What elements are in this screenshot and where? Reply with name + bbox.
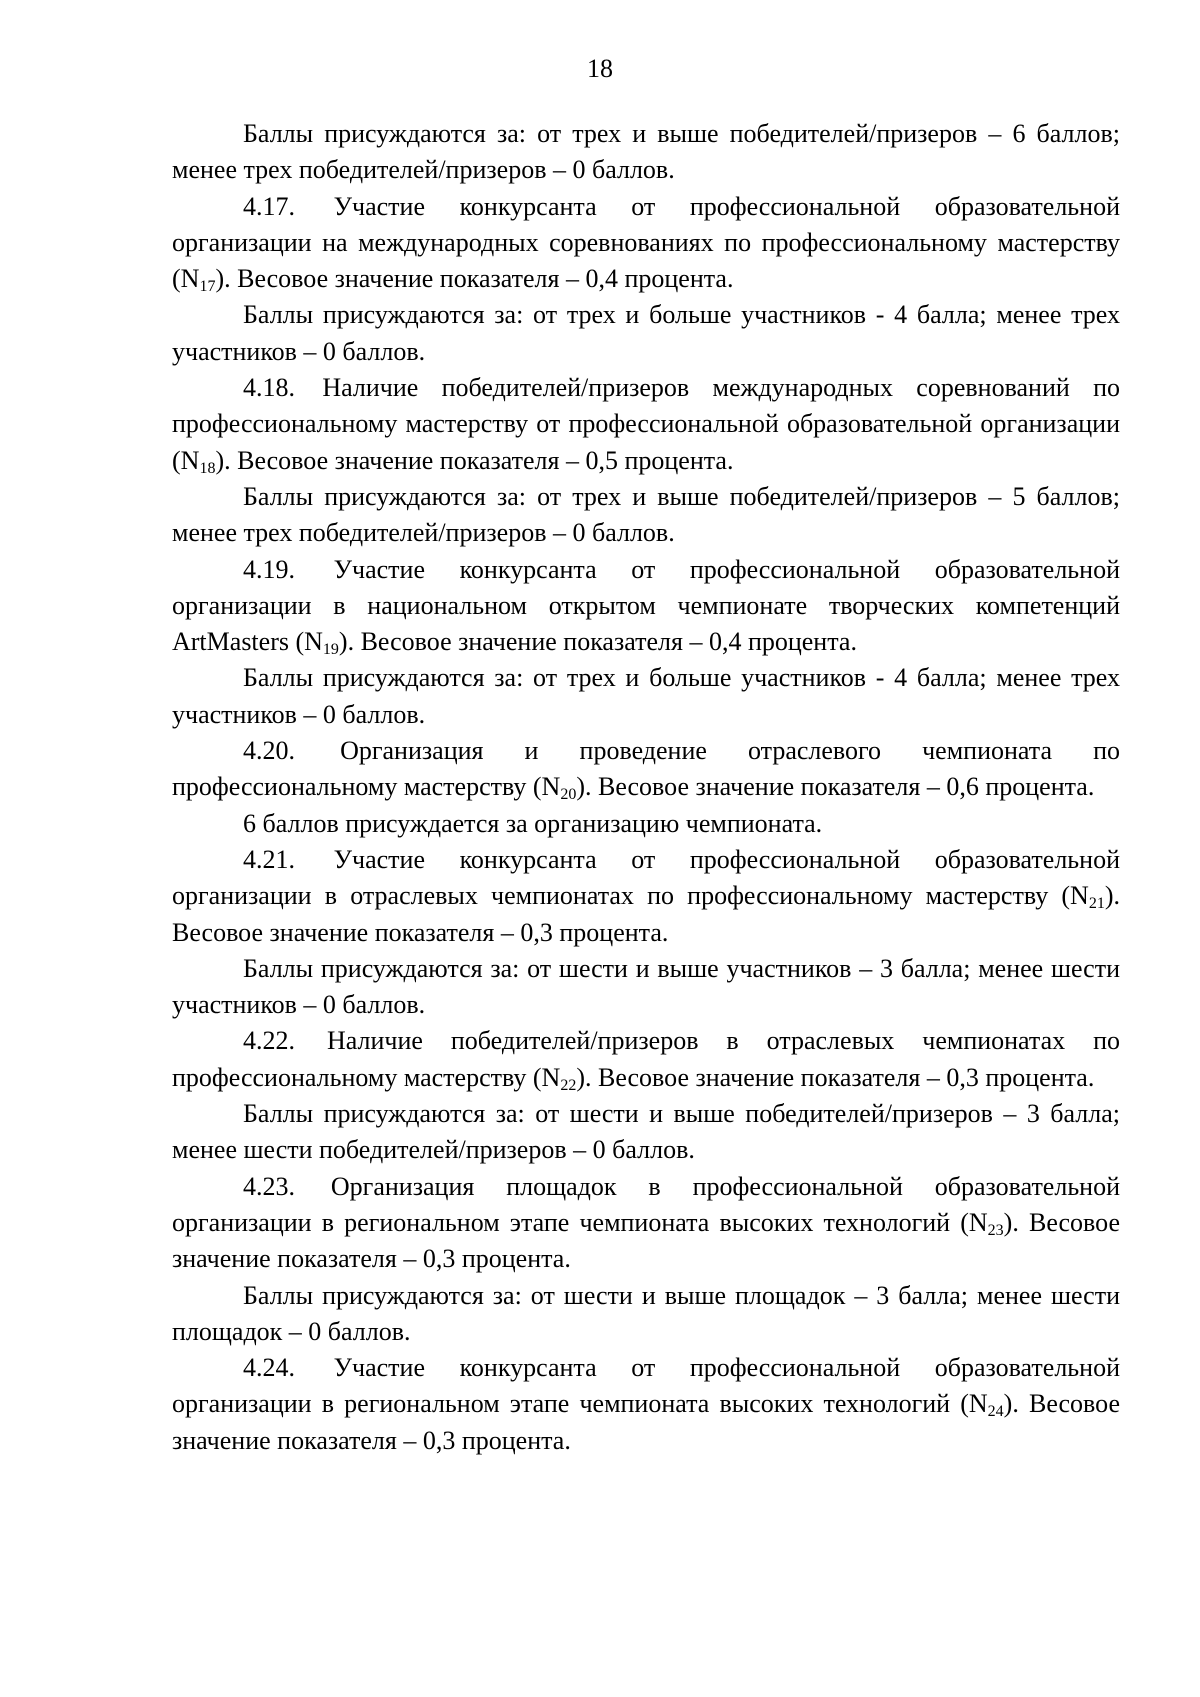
indicator-subscript: 17 <box>199 278 216 296</box>
score-paragraph <box>172 660 1120 733</box>
section-number: 4.20. <box>243 736 295 766</box>
indicator-4-20 <box>172 733 1120 806</box>
document-body <box>172 116 1120 1459</box>
indicator-text: Участие конкурсанта от профессиональной образовательной организации в отраслевых чемпионатах по профессиональному мастерству (N <box>172 844 1120 911</box>
indicator-weight: ). Весовое значение показателя – 0,3 процента. <box>172 1389 1121 1455</box>
page-number: 18 <box>587 54 613 83</box>
score-text: Баллы присуждаются за: от шести и выше площадок – 3 балла; менее шести площадок – 0 баллов. <box>172 1280 1120 1346</box>
score-text: Баллы присуждаются за: от трех и больше участников - 4 балла; менее трех участников – 0 баллов. <box>172 300 1120 366</box>
indicator-text: Участие конкурсанта от профессиональной образовательной организации на международных соревнованиях по профессиональному мастерству (N <box>172 191 1120 294</box>
section-number: 4.22. <box>243 1026 295 1056</box>
section-number: 4.18. <box>243 373 295 403</box>
section-number: 4.19. <box>243 554 295 584</box>
indicator-4-19 <box>172 552 1120 661</box>
score-paragraph <box>172 951 1120 1024</box>
section-number: 4.21. <box>243 844 295 874</box>
indicator-weight: ). Весовое значение показателя – 0,3 процента. <box>172 1207 1121 1274</box>
indicator-weight: ). Весовое значение показателя – 0,3 процента. <box>172 881 1120 947</box>
indicator-weight: ). Весовое значение показателя – 0,4 процента. <box>215 264 734 294</box>
indicator-4-23 <box>172 1169 1120 1278</box>
indicator-subscript: 22 <box>560 1076 577 1094</box>
indicator-text: Участие конкурсанта от профессиональной образовательной организации в национальном открытом чемпионате творческих компетенций ArtMasters (N <box>172 554 1120 657</box>
indicator-weight: ). Весовое значение показателя – 0,5 процента. <box>215 445 734 475</box>
indicator-4-24 <box>172 1350 1120 1459</box>
indicator-subscript: 20 <box>560 786 577 804</box>
indicator-text: Организация площадок в профессиональной образовательной организации в региональном этапе чемпионата высоких технологий (N <box>172 1171 1121 1237</box>
score-paragraph <box>172 479 1120 552</box>
score-paragraph <box>172 1278 1120 1351</box>
section-number: 4.17. <box>243 191 295 221</box>
indicator-text: Участие конкурсанта от профессиональной образовательной организации в региональном этапе чемпионата высоких технологий (N <box>172 1353 1120 1419</box>
score-text: Баллы присуждаются за: от трех и выше победителей/призеров – 6 баллов; менее трех победителей/призеров – 0 баллов. <box>172 119 1120 185</box>
score-text: 6 баллов присуждается за организацию чемпионата. <box>243 808 823 838</box>
indicator-weight: ). Весовое значение показателя – 0,6 процента. <box>576 772 1095 802</box>
indicator-text: Наличие победителей/призеров международных соревнований по профессиональному мастерству от профессиональной образовательной организации (N <box>172 373 1121 475</box>
indicator-4-18 <box>172 370 1120 479</box>
score-paragraph <box>172 116 1120 189</box>
score-text: Баллы присуждаются за: от трех и больше участников - 4 балла; менее трех участников – 0 баллов. <box>172 663 1120 729</box>
section-number: 4.23. <box>243 1171 295 1201</box>
score-paragraph <box>172 297 1120 370</box>
indicator-text: Организация и проведение отраслевого чемпионата по профессиональному мастерству (N <box>172 736 1120 802</box>
indicator-weight: ). Весовое значение показателя – 0,3 процента. <box>576 1062 1095 1092</box>
indicator-4-22 <box>172 1023 1120 1096</box>
indicator-4-17 <box>172 189 1120 298</box>
indicator-subscript: 21 <box>1088 895 1105 913</box>
score-text: Баллы присуждаются за: от шести и выше участников – 3 балла; менее шести участников – 0 баллов. <box>172 953 1120 1020</box>
indicator-subscript: 18 <box>199 459 216 477</box>
indicator-subscript: 24 <box>987 1403 1004 1421</box>
score-paragraph <box>172 1096 1120 1169</box>
indicator-text: Наличие победителей/призеров в отраслевых чемпионатах по профессиональному мастерству (N <box>172 1026 1121 1092</box>
indicator-subscript: 23 <box>987 1221 1004 1239</box>
score-text: Баллы присуждаются за: от трех и выше победителей/призеров – 5 баллов; менее трех победителей/призеров – 0 баллов. <box>172 481 1120 548</box>
section-number: 4.24. <box>243 1353 295 1383</box>
indicator-subscript: 19 <box>322 641 339 659</box>
indicator-4-21 <box>172 842 1120 951</box>
score-text: Баллы присуждаются за: от шести и выше победителей/призеров – 3 балла; менее шести победителей/призеров – 0 баллов. <box>172 1099 1120 1165</box>
score-paragraph <box>172 806 1120 842</box>
indicator-weight: ). Весовое значение показателя – 0,4 процента. <box>338 627 857 657</box>
